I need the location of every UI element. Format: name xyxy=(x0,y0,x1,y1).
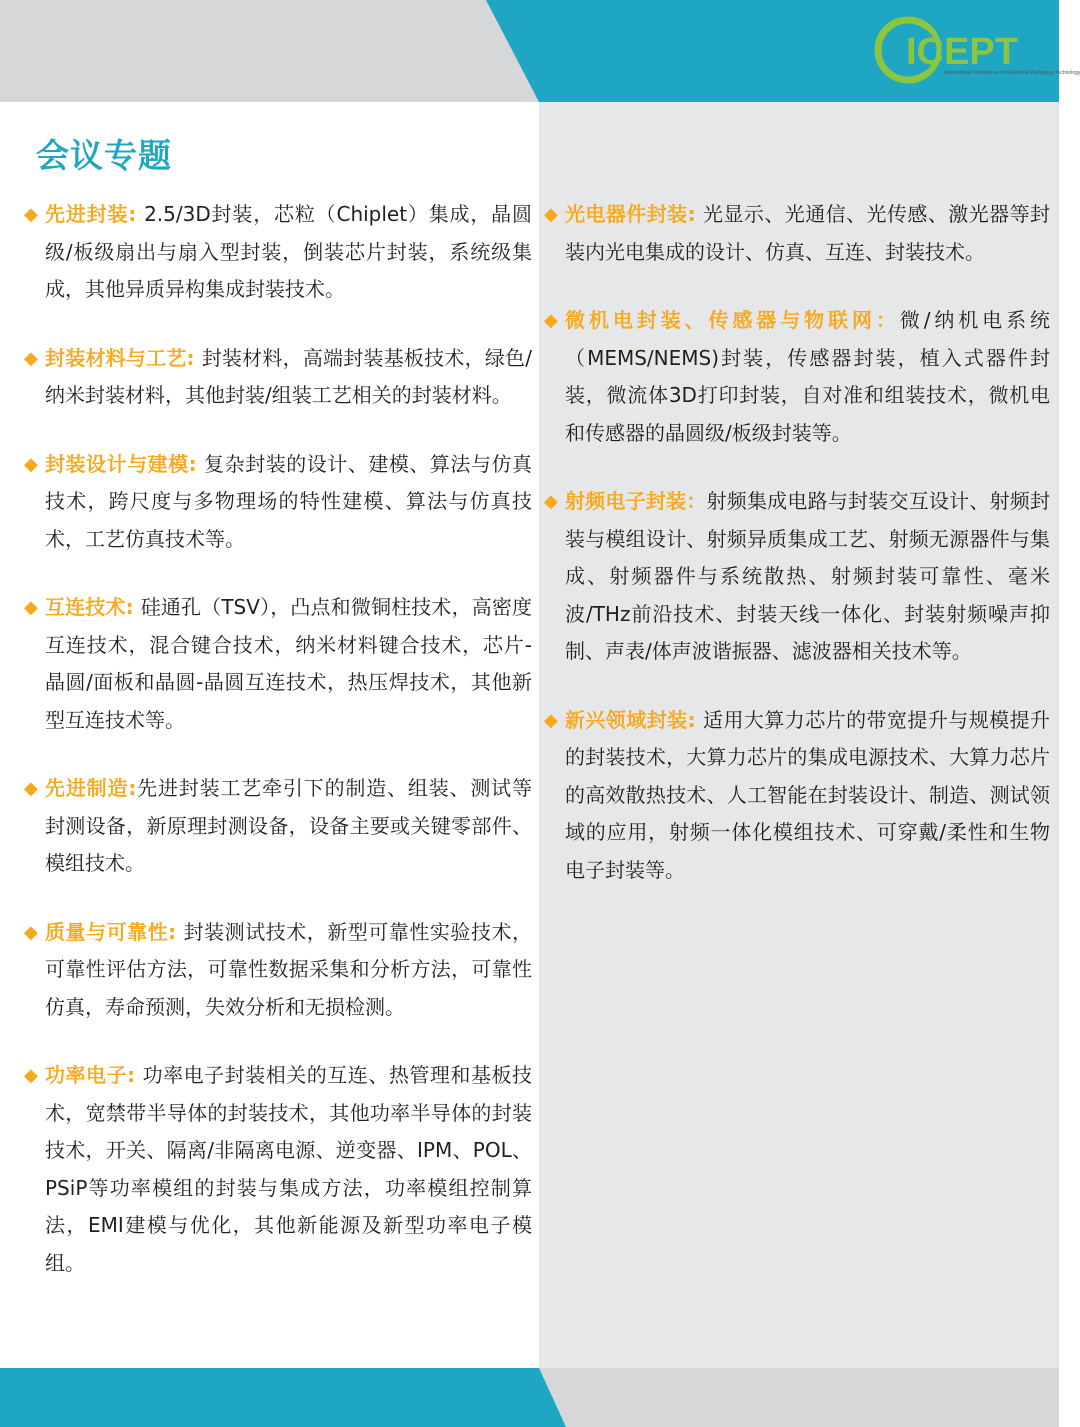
logo-wordmark: ICEPT xyxy=(906,31,1018,73)
diamond-bullet-icon: ◆ xyxy=(24,1065,38,1086)
topic-item xyxy=(542,702,1050,890)
footer-bar xyxy=(0,1368,1080,1427)
topic-item xyxy=(542,483,1050,671)
topic-title: 先进制造 xyxy=(45,776,129,800)
topic-title-separator: : xyxy=(186,345,202,370)
topic-item xyxy=(22,770,532,883)
diamond-bullet-icon: ◆ xyxy=(24,597,38,618)
topic-title-separator: : xyxy=(687,202,704,226)
topic-title: 互连技术 xyxy=(45,595,126,619)
icept-logo-graphic xyxy=(868,6,1080,94)
topic-title-separator: : xyxy=(125,595,141,619)
icept-logo xyxy=(868,6,1080,94)
topic-item xyxy=(542,196,1050,271)
topic-item xyxy=(22,914,532,1027)
topic-title-separator: : xyxy=(128,776,137,800)
logo-subtitle: International Conference on Electronic Packaging Technology xyxy=(944,70,1080,76)
topic-description: 射频集成电路与封装交互设计、射频封装与模组设计、射频异质集成工艺、射频无源器件与集成、射频器件与系统散热、射频封装可靠性、毫米波/THz前沿技术、封装天线一体化、封装射频噪声抑制、声表/体声波谐振器、滤波器相关技术等。 xyxy=(565,489,1051,663)
topic-item xyxy=(22,340,532,415)
diamond-bullet-icon: ◆ xyxy=(24,921,38,943)
footer-bar-shape xyxy=(0,1368,1080,1427)
topic-title-separator: ： xyxy=(875,308,900,332)
diamond-bullet-icon: ◆ xyxy=(544,491,558,512)
right-page-margin xyxy=(1059,0,1080,1427)
topic-description: 封装测试技术，新型可靠性实验技术，可靠性评估方法，可靠性数据采集和分析方法，可靠性仿真，寿命预测，失效分析和无损检测。 xyxy=(45,919,532,1019)
topic-title-separator: : xyxy=(127,1063,143,1087)
topic-title: 封装设计与建模 xyxy=(45,451,189,476)
topic-description: 2.5/3D封装，芯粒（Chiplet）集成，晶圆级/板级扇出与扇入型封装，倒装芯片封装，系统级集成，其他异质异构集成封装技术。 xyxy=(45,202,532,301)
topic-title: 封装材料与工艺 xyxy=(45,345,187,370)
right-topic-column xyxy=(542,196,1050,889)
topic-title: 微机电封装、传感器与物联网 xyxy=(565,308,876,332)
topic-description: 光显示、光通信、光传感、激光器等封装内光电集成的设计、仿真、互连、封装技术。 xyxy=(565,202,1051,264)
topic-title: 新兴领域封装 xyxy=(565,707,688,732)
section-title: 会议专题 xyxy=(36,136,172,175)
diamond-bullet-icon: ◆ xyxy=(24,778,38,799)
topic-description: 复杂封装的设计、建模、算法与仿真技术，跨尺度与多物理场的特性建模、算法与仿真技术，工艺仿真技术等。 xyxy=(45,451,533,551)
topic-item xyxy=(22,446,532,559)
topic-description: 功率电子封装相关的互连、热管理和基板技术，宽禁带半导体的封装技术，其他功率半导体的封装技术，开关、隔离/非隔离电源、逆变器、IPM、POL、PSiP等功率模组的封装与集成方法，功率模组控制算法，EMI建模与优化，其他新能源及新型功率电子模组。 xyxy=(45,1063,532,1275)
diamond-bullet-icon: ◆ xyxy=(24,204,38,225)
topic-title: 先进封装 xyxy=(45,202,129,226)
topic-title: 质量与可靠性 xyxy=(45,919,169,944)
topic-title-separator: : xyxy=(188,451,205,476)
topic-title: 光电器件封装 xyxy=(565,202,688,226)
topic-title-separator: : xyxy=(168,919,184,944)
left-topic-column xyxy=(22,196,532,1282)
topic-item xyxy=(22,589,532,739)
topic-item xyxy=(542,302,1050,452)
topic-description: 适用大算力芯片的带宽提升与规模提升的封装技术，大算力芯片的集成电源技术、大算力芯片的高效散热技术、人工智能在封装设计、制造、测试领域的应用，射频一体化模组技术、可穿戴/柔性和生物电子封装等。 xyxy=(565,707,1051,882)
topic-description: 封装材料，高端封装基板技术，绿色/纳米封装材料，其他封装/组装工艺相关的封装材料。 xyxy=(45,345,532,407)
topic-item xyxy=(22,196,532,309)
diamond-bullet-icon: ◆ xyxy=(24,347,38,369)
topic-title: 射频电子封装 xyxy=(565,489,687,513)
topic-description: 硅通孔（TSV），凸点和微铜柱技术，高密度互连技术，混合键合技术，纳米材料键合技术，芯片-晶圆/面板和晶圆-晶圆互连技术，热压焊技术，其他新型互连技术等。 xyxy=(45,595,533,732)
topic-item xyxy=(22,1057,532,1282)
diamond-bullet-icon: ◆ xyxy=(544,709,558,731)
topic-title: 功率电子 xyxy=(45,1063,128,1087)
diamond-bullet-icon: ◆ xyxy=(24,453,38,475)
topic-title-separator: : xyxy=(687,707,704,732)
diamond-bullet-icon: ◆ xyxy=(544,310,558,331)
topic-description: 先进封装工艺牵引下的制造、组装、测试等封测设备，新原理封测设备，设备主要或关键零部件、模组技术。 xyxy=(45,776,533,875)
topic-title-separator: : xyxy=(128,202,145,226)
topic-description: 微/纳机电系统（MEMS/NEMS)封装，传感器封装，植入式器件封装，微流体3D打印封装，自对准和组装技术，微机电和传感器的晶圆级/板级封装等。 xyxy=(565,308,1051,445)
topic-title-separator: ： xyxy=(686,489,707,513)
diamond-bullet-icon: ◆ xyxy=(544,204,558,225)
